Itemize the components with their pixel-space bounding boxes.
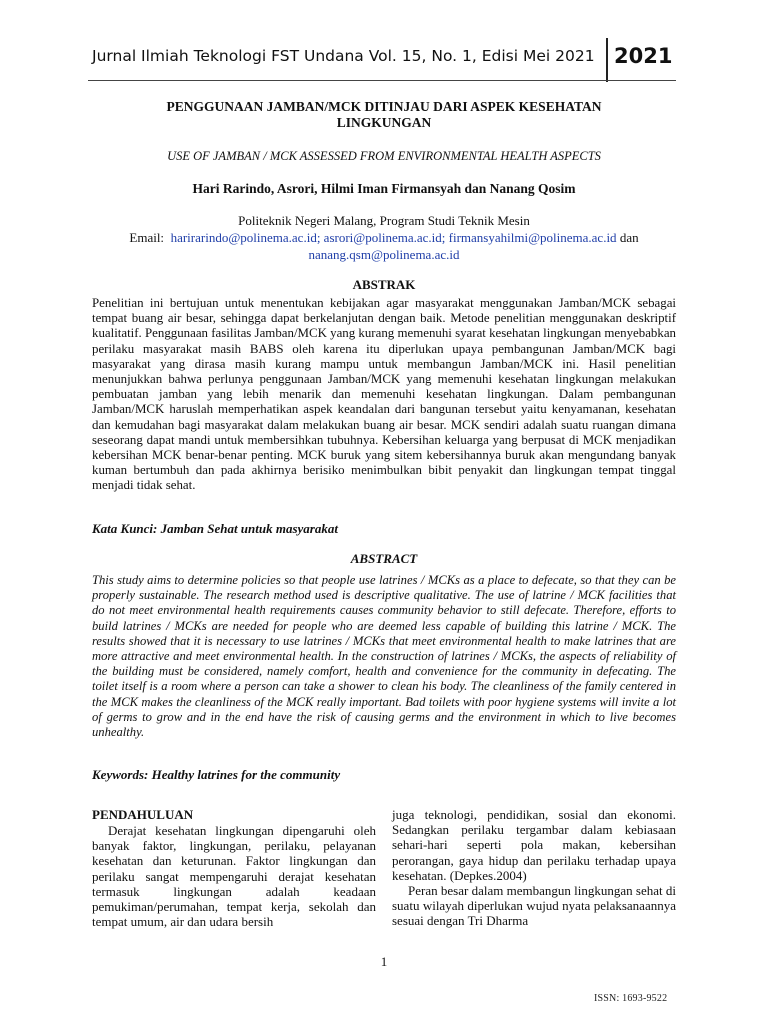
abstract-body: This study aims to determine policies so that people use latrines / MCKs as a place to defecate, so that they can be properly sustainable. The research method used is descriptive qualitative. The use of latrine / MCK facilities that do not meet environmental health requirements causes community behavior to still defecate. Therefore, efforts to build latrines / MCKs are needed for people who are deemed less capable of building this latrine / MCK. The results showed that it is necessary to use latrines / MCKs that meet environmental health to make latrines that are more attractive and meet environmental health. In the construction of latrines / MCKs, the aspects of reliability of the building must be considered, namely comfort, health and convenience for the community in defecating. The toilet itself is a room where a person can take a shower to clean his body. The cleanliness of the family centered in the MCK makes the cleanliness of the MCK really important. Bad toilets with poor hygiene systems will invite a lot of germs to grow and in the end have the risk of causing germs and the environment in which to live becomes unhealthy. [92,573,676,740]
header-year: 2021 [614,44,673,68]
email-block [92,229,676,263]
journal-header: Jurnal Ilmiah Teknologi FST Undana Vol. 15, No. 1, Edisi Mei 2021 [92,47,595,65]
paper-title-line-2: LINGKUNGAN [336,115,432,130]
paper-subtitle: USE OF JAMBAN / MCK ASSESSED FROM ENVIRONMENTAL HEALTH ASPECTS [167,149,601,163]
header-divider [606,38,608,82]
abstrak-keywords: Kata Kunci: Jamban Sehat untuk masyarakat [92,521,338,536]
body-left-column [92,807,376,929]
email-label: Email: [129,230,165,245]
page-number: 1 [380,954,388,969]
body-paragraph-right-1: juga teknologi, pendidikan, sosial dan ekonomi. Sedangkan perilaku tergambar dalam kebiasaan sehari-hari seperti pola makan, kebersihan perorangan, gaya hidup dan perilaku terhadap upaya kesehatan. (Depkes.2004) [392,807,676,883]
email-links[interactable]: harirarindo@polinema.ac.id; asrori@polinema.ac.id; firmansyahilmi@polinema.ac.id [170,230,617,245]
body-paragraph-right-2: Peran besar dalam membangun lingkungan sehat di suatu wilayah diperlukan wujud nyata pelaksanaannya sesuai dengan Tri Dharma [392,883,676,929]
paper-title [92,99,676,131]
body-paragraph-left: Derajat kesehatan lingkungan dipengaruhi oleh banyak faktor, lingkungan, perilaku, pelayanan kesehatan dan keturunan. Faktor lingkungan dan perilaku sangat mempengaruhi derajat kesehatan termasuk lingkungan adalah keadaan pemukiman/perumahan, tempat kerja, sekolah dan tempat umum, air dan udara bersih [92,823,376,930]
section-heading-pendahuluan: PENDAHULUAN [92,807,194,822]
abstrak-heading: ABSTRAK [352,277,416,292]
abstract-keywords: Keywords: Healthy latrines for the community [92,767,341,782]
issn-label: ISSN: 1693-9522 [594,993,668,1004]
abstract-heading: ABSTRACT [350,551,418,566]
header-rule [88,80,676,81]
email-link-last[interactable]: nanang.qsm@polinema.ac.id [308,247,460,262]
abstrak-body: Penelitian ini bertujuan untuk menentukan kebijakan agar masyarakat menggunakan Jamban/MCK sebagai tempat buang air besar, sehingga dapat berkelanjutan dengan baik. Metode penelitian menggunakan deskriptif kualitatif. Penggunaan fasilitas Jamban/MCK yang kurang memenuhi syarat kesehatan lingkungan menyebabkan perilaku masyarakat masih BABS oleh karena itu diperlukan upaya pembangunan Jamban/MCK bagi masyarakat yang dirasa masih kurang mampu untuk membangun Jamban/MCK ini. Hasil penelitian menunjukkan bahwa perlunya penggunaan Jamban/MCK yang memenuhi kesehatan lingkungan melakukan pembuatan jamban yang lebih menarik dan memenuhi kesehatan lingkungan. Dalam pembangunan Jamban/MCK haruslah memperhatikan aspek keandalan dari bangunan tersebut yaitu kenyamanan, kesehatan dan kemudahan bagi masyarakat dalam melakukan buang air besar. MCK sendiri adalah suatu ruangan dimana seseorang dapat mandi untuk membersihkan tubuhnya. Kebersihan keluarga yang berpusat di MCK menjadikan kebersihan MCK benar-benar penting. MCK buruk yang sitem kebersihannya buruk akan mengundang banyak kuman bertumbuh dan pada akhirnya berisiko menimbulkan bibit penyakit dan lingkungan tempat tinggal menjadi tidak sehat. [92,296,676,493]
paper-title-line-1: PENGGUNAAN JAMBAN/MCK DITINJAU DARI ASPEK KESEHATAN [166,99,602,114]
paper-authors: Hari Rarindo, Asrori, Hilmi Iman Firmansyah dan Nanang Qosim [192,181,576,196]
paper-affiliation: Politeknik Negeri Malang, Program Studi Teknik Mesin [238,213,530,228]
email-conjunction: dan [619,230,639,245]
body-right-column [392,807,676,929]
